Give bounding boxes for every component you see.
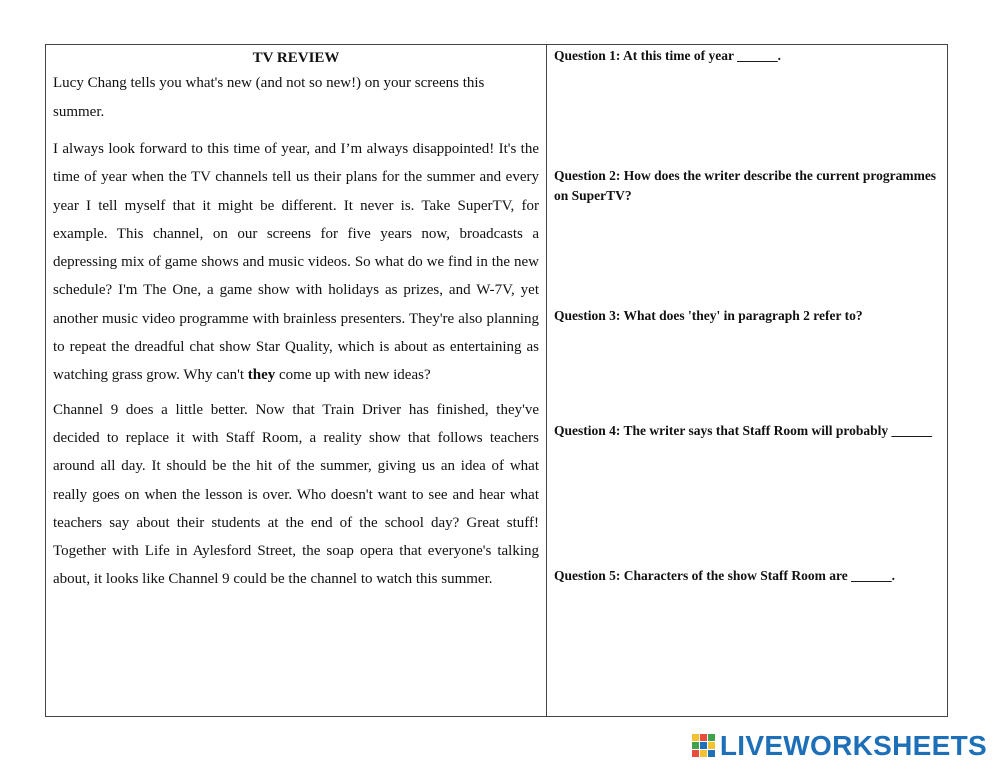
liveworksheets-logo-text: LIVEWORKSHEETS (719, 730, 987, 761)
review-intro: Lucy Chang tells you what's new (and not so new!) on your screens this summer. (53, 75, 485, 120)
review-paragraph-2: Channel 9 does a little better. Now that Train Driver has finished, they've decided to replace it with Staff Room, a reality show that follows teachers around all day. It should be the hit of the summer, giving us an idea of what really goes on when the lesson is over. Who doesn't want to see and hear what teachers say about their students at the end of the school day? Great stuff! Together with Life in Aylesford Street, the soap opera that everyone's talking about, it looks like Channel 9 could be the channel to watch this summer. (53, 401, 539, 588)
liveworksheets-logo-icon (692, 734, 716, 758)
review-title: TV REVIEW (252, 50, 340, 66)
liveworksheets-logo (692, 730, 987, 762)
question-5: Question 5: Characters of the show Staff Room are ______. (554, 568, 895, 583)
question-1: Question 1: At this time of year ______. (554, 48, 781, 63)
worksheet-table (45, 44, 948, 717)
review-paragraph-1 (53, 135, 539, 390)
question-4: Question 4: The writer says that Staff Room will probably ______ (554, 423, 933, 438)
paragraph-1-text: I always look forward to this time of year, and I’m always disappointed! It's the time of year when the TV channels tell us their plans for the summer and every year I tell myself that it might be different. It never is. Take SuperTV, for example. This channel, on our screens for five years now, broadcasts a depressing mix of game shows and music videos. So what do we find in the new schedule? I'm The One, a game show with holidays as prizes, and W-7V, yet another music video programme with brainless presenters. They're also planning to repeat the dreadful chat show Star Quality, which is about as entertaining as watching grass grow. Why can't (53, 141, 539, 384)
paragraph-1-bold-word: they (247, 367, 276, 384)
paragraph-1-text-end: come up with new ideas? (275, 367, 431, 384)
review-column (46, 45, 547, 716)
question-3: Question 3: What does 'they' in paragraph 2 refer to? (554, 308, 863, 323)
questions-column (547, 45, 947, 716)
question-2: Question 2: How does the writer describe the current programmes on SuperTV? (554, 168, 937, 203)
